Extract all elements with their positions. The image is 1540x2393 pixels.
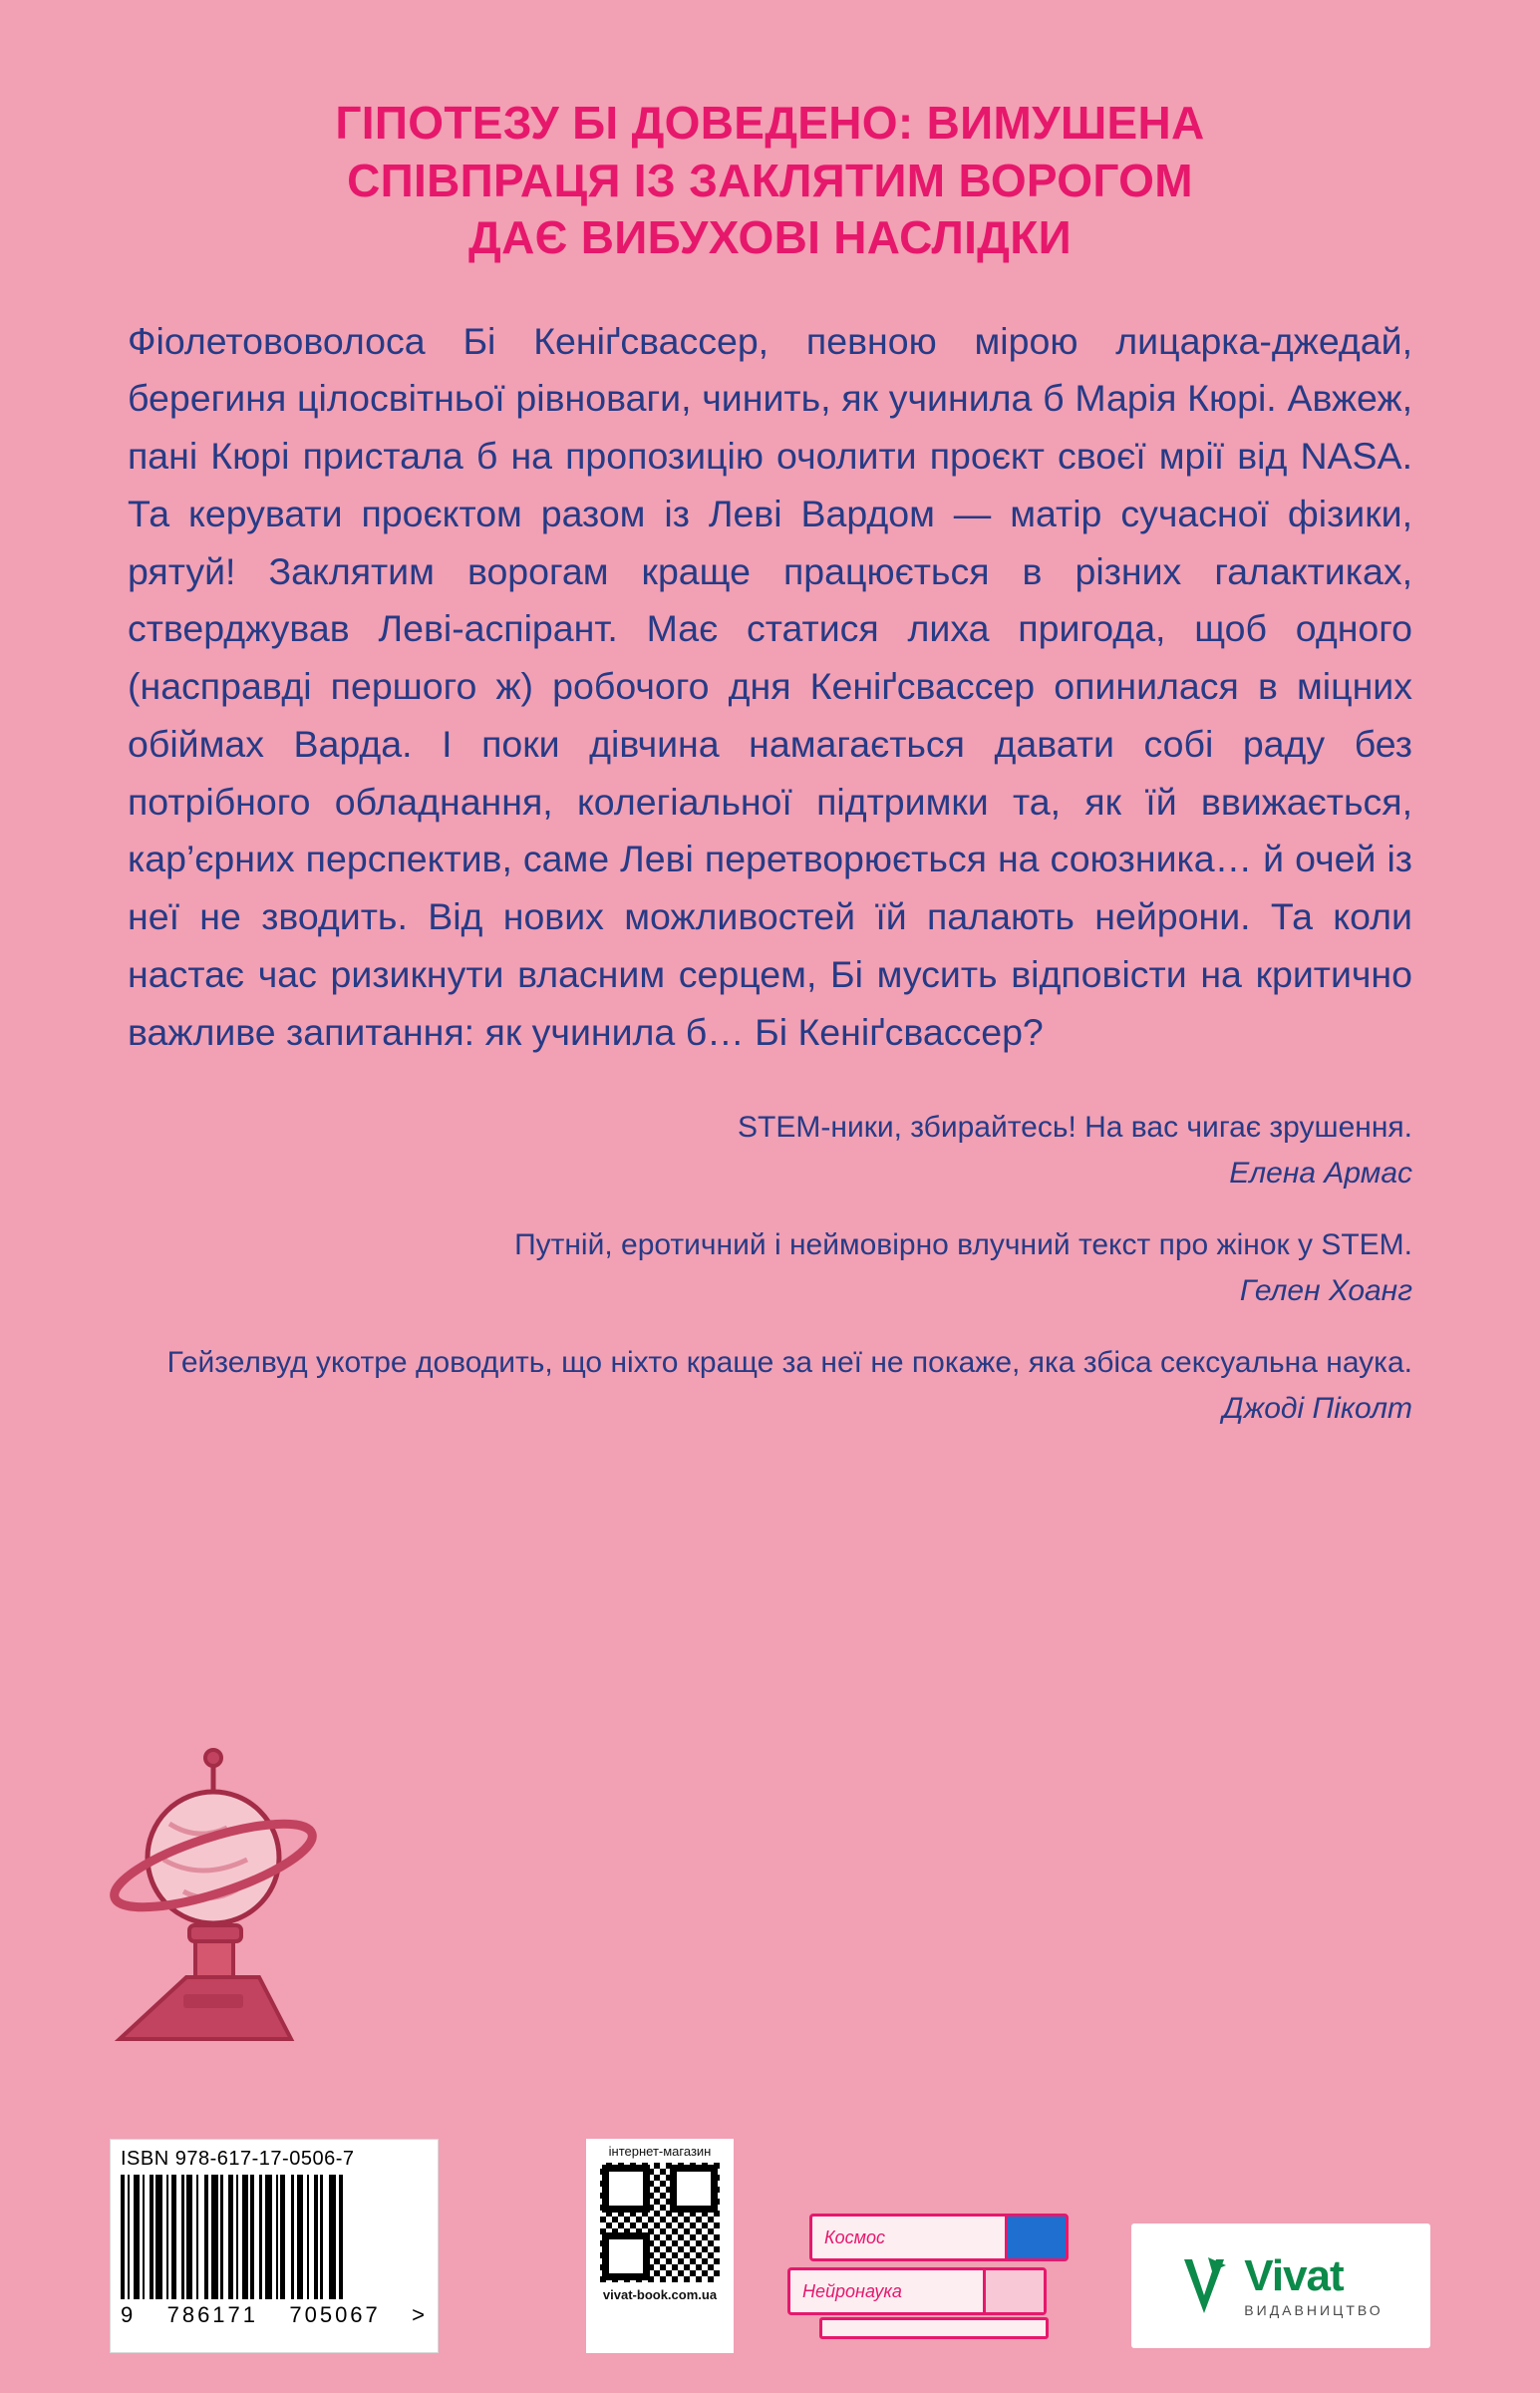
sticker-label: Нейронаука (802, 2280, 902, 2301)
publisher-subtitle: ВИДАВНИЦТВО (1244, 2301, 1384, 2318)
sticker-label: Космос (824, 2226, 885, 2247)
isbn-label: ISBN 978-617-17-0506-7 (121, 2148, 355, 2170)
publisher-text (1244, 2250, 1384, 2318)
endorsements (0, 1061, 1540, 1430)
qr-caption-top: інтернет-магазин (608, 2144, 712, 2159)
endorsement-author: Гелен Хоанг (1239, 1273, 1412, 1307)
endorsement-item (128, 1107, 1412, 1195)
endorsement-text: Путній, еротичний і неймовірно влучний текст про жінок у STEM. (514, 1228, 1412, 1262)
page-title (0, 0, 1540, 267)
endorsement-author: Джоді Піколт (1222, 1392, 1412, 1426)
isbn-digit-left: 786171 (166, 2302, 259, 2327)
isbn-digit-end: > (412, 2302, 428, 2327)
sticker-shelf-icon (819, 2317, 1049, 2339)
sticker-kosmos (809, 2214, 1069, 2261)
headline-line-2: СПІВПРАЦЯ ІЗ ЗАКЛЯТИМ ВОРОГОМ (347, 154, 1193, 206)
sticker-tag-icon (1005, 2217, 1066, 2258)
endorsement-text: STEM-ники, збирайтесь! На вас чигає зрушення. (738, 1111, 1412, 1145)
sticker-tag-icon (983, 2270, 1044, 2312)
publisher-name: Vivat (1244, 2250, 1344, 2300)
qr-code-icon[interactable] (600, 2163, 720, 2282)
blurb-text (0, 267, 1540, 1062)
isbn-barcode (110, 2139, 439, 2353)
qr-eye-icon (602, 2232, 650, 2280)
isbn-digit-right: 705067 (289, 2302, 381, 2327)
isbn-digits (121, 2302, 428, 2328)
endorsement-item (128, 1342, 1412, 1430)
isbn-digit-prefix: 9 (121, 2302, 137, 2327)
sticker-neuroscience (787, 2267, 1047, 2315)
footer-strip (0, 2124, 1540, 2393)
headline-line-3: ДАЄ ВИБУХОВІ НАСЛІДКИ (468, 211, 1072, 263)
publisher-logo (1131, 2223, 1430, 2348)
headline-line-1: ГІПОТЕЗУ БІ ДОВЕДЕНО: ВИМУШЕНА (335, 97, 1205, 149)
qr-caption-bottom: vivat-book.com.ua (602, 2287, 718, 2303)
barcode-bars (121, 2175, 428, 2299)
genre-stickers (787, 2214, 1086, 2343)
blurb-paragraph: Фіолетововолоса Бі Кеніґсвассер, певною мірою лицарка-джедай, берегиня цілосвітньої рівноваги, чинить, як учинила б Марія Кюрі. Авжеж, пані Кюрі пристала б на пропозицію очолити проєкт своєї мрії від NASA. Та керувати проєктом разом із Леві Вардом — матір сучасної фізики, рятуй! Заклятим ворогам краще працюється в різних галактиках, стверджував Леві-аспірант. Має статися лиха пригода, щоб одного (насправді першого ж) робочого дня Кеніґсвассер опинилася в міцних обіймах Варда. І поки дівчина намагається давати собі раду без потрібного обладнання, колегіальної підтримки та, як їй ввижається, кар’єрних перспектив, саме Леві перетворюється на союзника… й очей із неї не зводить. Від нових можливостей їй палають нейрони. Та коли настає час ризикнути власним серцем, Бі мусить відповісти на критично важливе запитання: як учинила б… Бі Кеніґсвассер? (128, 319, 1412, 1053)
planet-illustration-icon (92, 1740, 321, 2069)
qr-code-block[interactable] (586, 2139, 734, 2353)
endorsement-text: Гейзелвуд укотре доводить, що ніхто краще за неї не покаже, яка збіса сексуальна наука. (166, 1346, 1412, 1380)
endorsement-item (128, 1224, 1412, 1312)
endorsement-author: Елена Армас (1229, 1156, 1412, 1190)
vivat-mark-icon (1178, 2255, 1230, 2317)
